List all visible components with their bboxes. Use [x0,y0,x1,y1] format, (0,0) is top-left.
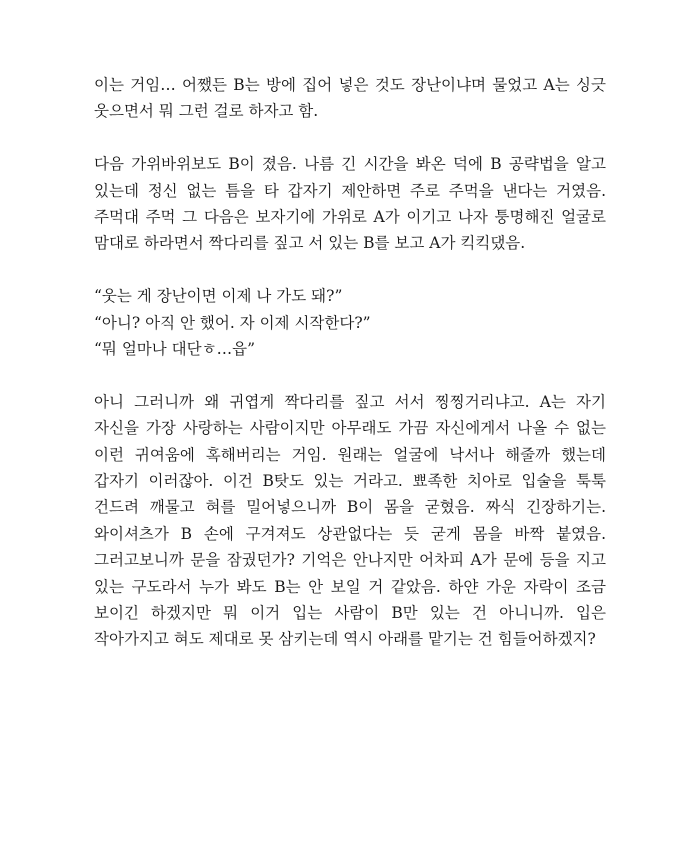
paragraph-3: 아니 그러니까 왜 귀엽게 짝다리를 짚고 서서 찡찡거리냐고. A는 자기 자신을 가장 사랑하는 사람이지만 아무래도 가끔 자신에게서 나올 수 없는 이런 귀여움에 혹해버리는 거임. 원래는 얼굴에 낙서나 해줄까 했는데 갑자기 이러잖아. 이건 B탓도 있는 거라고. 뾰족한 치아로 입술을 툭툭 건드려 깨물고 혀를 밀어넣으니까 B이 몸을 굳혔음. 짜식 긴장하기는. 와이셔츠가 B 손에 구겨져도 상관없다는 듯 굳게 몸을 바짝 붙였음. 그러고보니까 문을 잠궜던가? 기억은 안나지만 어차피 A가 문에 등을 지고 있는 구도라서 누가 봐도 B는 안 보일 거 같았음. 하얀 가운 자락이 조금 보이긴 하겠지만 뭐 이거 입는 사람이 B만 있는 건 아니니까. 입은 작아가지고 혀도 제대로 못 삼키는데 역시 아래를 맡기는 건 힘들어하겠지? [94,392,606,649]
paragraph-1: 이는 거임… 어쨌든 B는 방에 집어 넣은 것도 장난이냐며 물었고 A는 싱긋 웃으면서 뭐 그런 걸로 하자고 함. [94,76,606,121]
dialogue-line: “아니? 아직 안 했어. 자 이제 시작한다?” [94,313,371,332]
dialogue-line: “웃는 게 장난이면 이제 나 가도 돼?” [94,287,343,306]
dialogue-block [94,283,606,362]
document-page [94,72,606,679]
paragraph-2: 다음 가위바위보도 B이 졌음. 나름 긴 시간을 봐온 덕에 B 공략법을 알고 있는데 정신 없는 틈을 타 갑자기 제안하면 주로 주먹을 낸다는 거였음. 주먹대 주먹 그 다음은 보자기에 가위로 A가 이기고 나자 퉁명해진 얼굴로 맘대로 하라면서 짝다리를 짚고 서 있는 B를 보고 A가 킥킥댔음. [94,155,606,253]
dialogue-line: “뭐 얼마나 대단ㅎ…읍” [94,340,255,359]
